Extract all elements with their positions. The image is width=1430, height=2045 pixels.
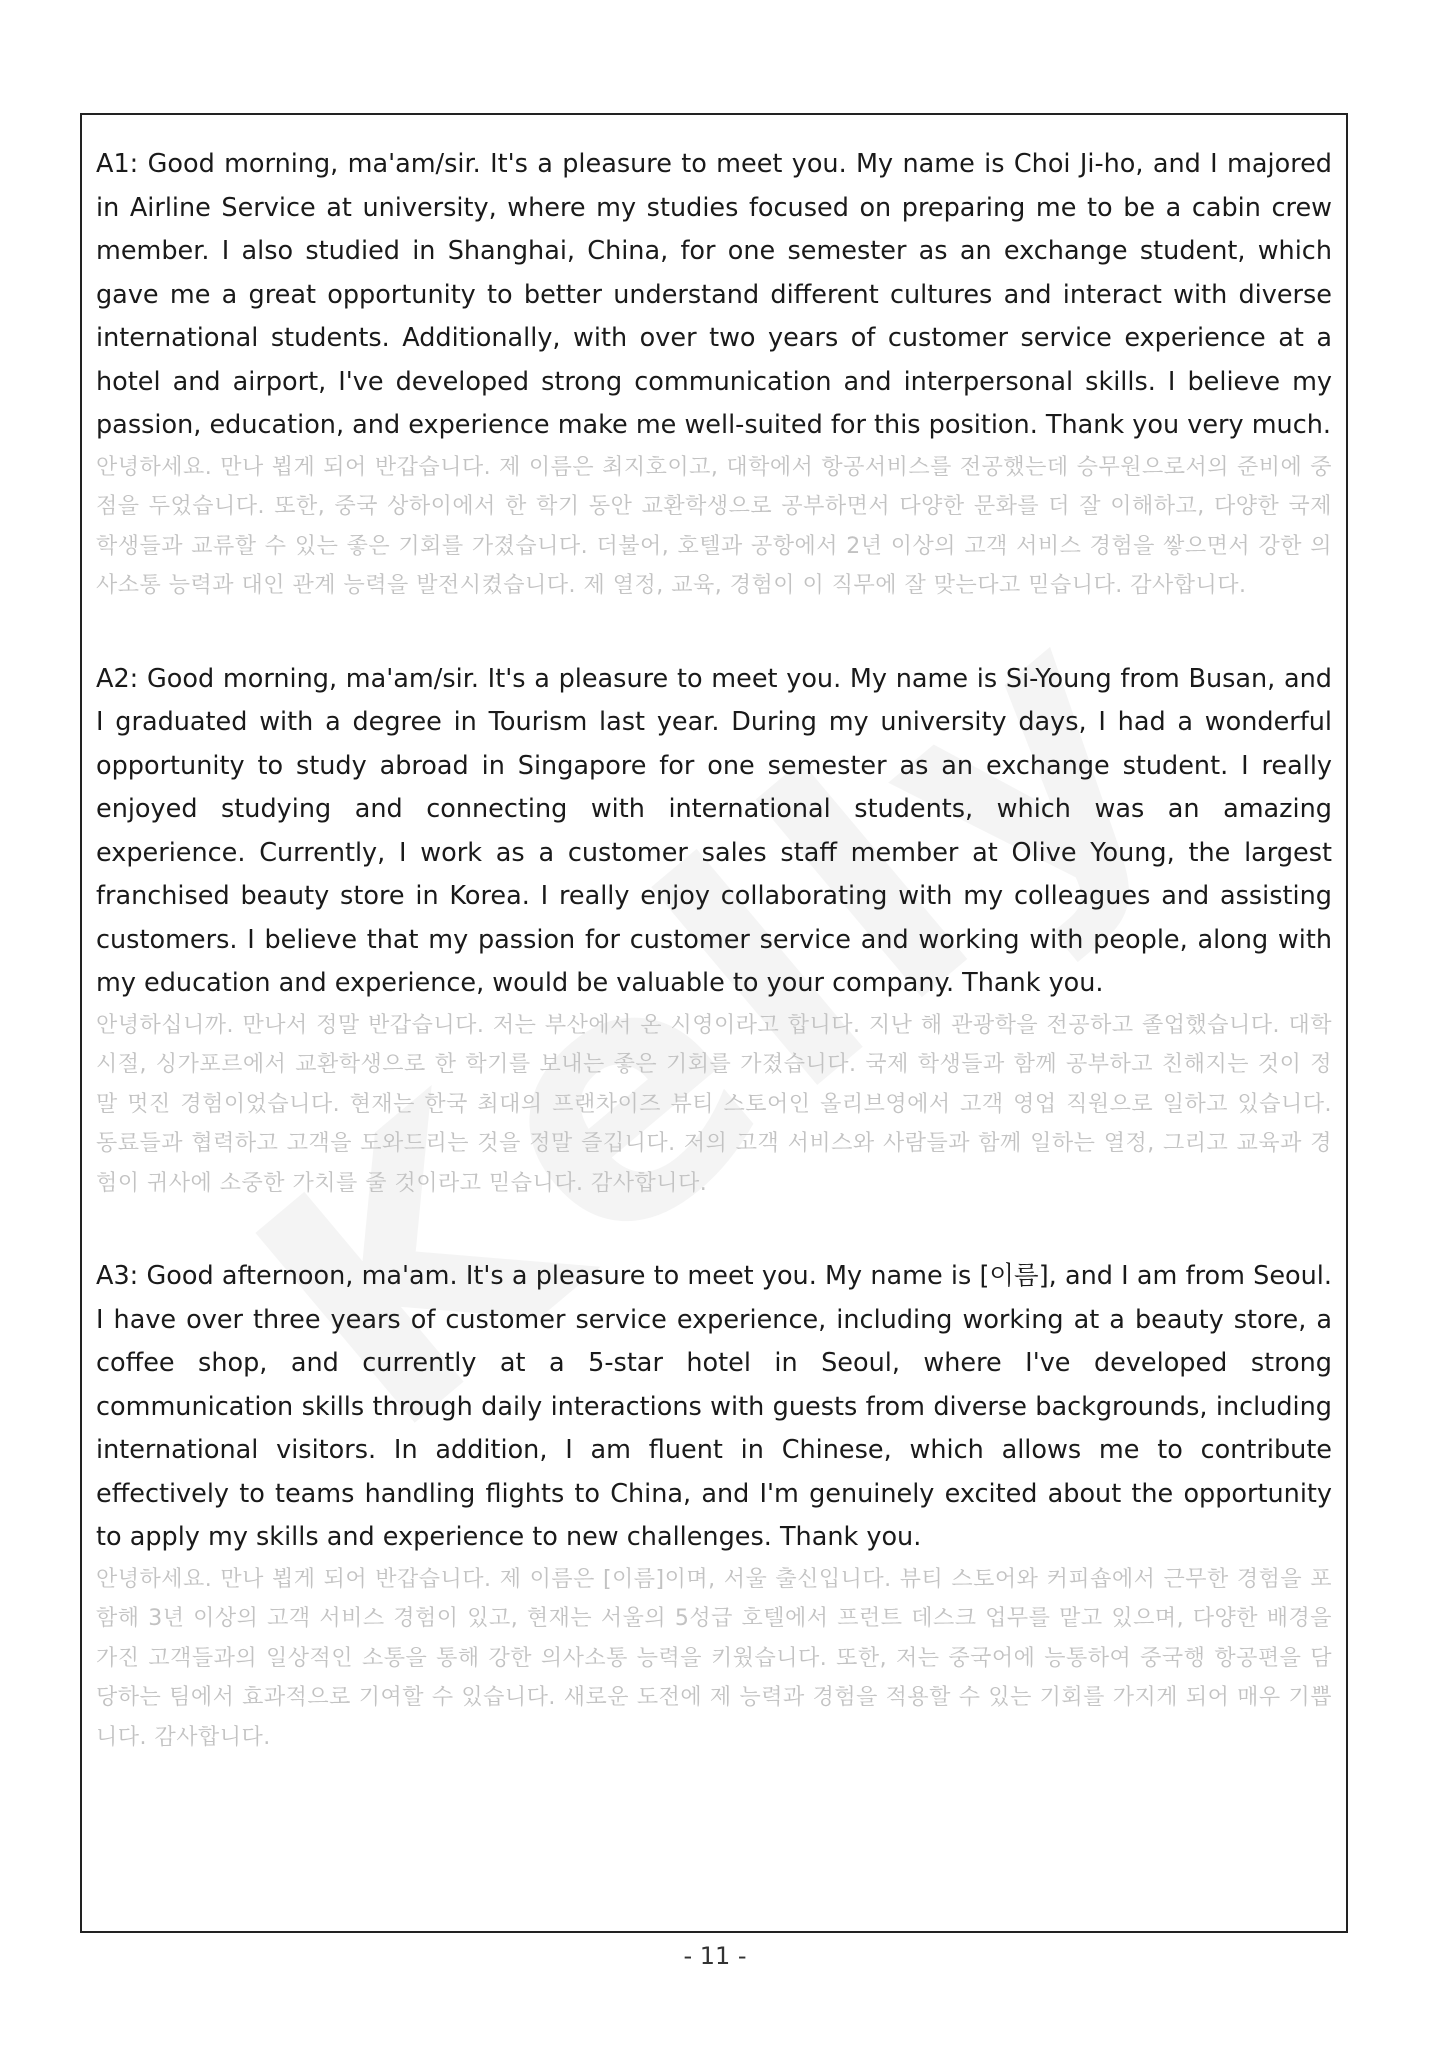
content-box [80,113,1348,1933]
page-number: - 11 - [683,1942,747,1970]
answer-korean-translation: 안녕하세요. 만나 뵙게 되어 반갑습니다. 제 이름은 [이름]이며, 서울 출신입니다. 뷰티 스토어와 커피숍에서 근무한 경험을 포함해 3년 이상의 고객 서비스 경험이 있고, 현재는 서울의 5성급 호텔에서 프런트 데스크 업무를 맡고 있으며, 다양한 배경을 가진 고객들과의 일상적인 소통을 통해 강한 의사소통 능력을 키웠습니다. 또한, 저는 중국어에 능통하여 중국행 항공편을 담당하는 팀에서 효과적으로 기여할 수 있습니다. 새로운 도전에 제 능력과 경험을 적용할 수 있는 기회를 가지게 되어 매우 기쁩니다. 감사합니다. [96,1566,1332,1750]
answer-english-text: A1: Good morning, ma'am/sir. It's a pleasure to meet you. My name is Choi Ji-ho, and I majored in Airline Service at university, where my studies focused on preparing me to be a cabin crew member. I also studied in Shanghai, China, for one semester as an exchange student, which gave me a great opportunity to better understand different cultures and interact with diverse international students. Additionally, with over two years of customer service experience at a hotel and airport, I've developed strong communication and interpersonal skills. I believe my passion, education, and experience make me well-suited for this position. Thank you very much. [96,149,1332,440]
answer-a3 [96,1255,1332,1757]
answer-korean-translation: 안녕하십니까. 만나서 정말 반갑습니다. 저는 부산에서 온 시영이라고 합니다. 지난 해 관광학을 전공하고 졸업했습니다. 대학 시절, 싱가포르에서 교환학생으로 한 학기를 보내는 좋은 기회를 가졌습니다. 국제 학생들과 함께 공부하고 친해지는 것이 정말 멋진 경험이었습니다. 현재는 한국 최대의 프랜차이즈 뷰티 스토어인 올리브영에서 고객 영업 직원으로 일하고 있습니다. 동료들과 협력하고 고객을 도와드리는 것을 정말 즐깁니다. 저의 고객 서비스와 사람들과 함께 일하는 열정, 그리고 교육과 경험이 귀사에 소중한 가치를 줄 것이라고 믿습니다. 감사합니다. [96,1012,1332,1196]
answer-english-text: A3: Good afternoon, ma'am. It's a pleasure to meet you. My name is [이름], and I am from Seoul. I have over three years of customer service experience, including working at a beauty store, a coffee shop, and currently at a 5-star hotel in Seoul, where I've developed strong communication skills through daily interactions with guests from diverse backgrounds, including international visitors. In addition, I am fluent in Chinese, which allows me to contribute effectively to teams handling flights to China, and I'm genuinely excited about the opportunity to apply my skills and experience to new challenges. Thank you. [96,1261,1332,1552]
answer-a1 [96,143,1332,606]
answer-english-text: A2: Good morning, ma'am/sir. It's a pleasure to meet you. My name is Si-Young from Busan, and I graduated with a degree in Tourism last year. During my university days, I had a wonderful opportunity to study abroad in Singapore for one semester as an exchange student. I really enjoyed studying and connecting with international students, which was an amazing experience. Currently, I work as a customer sales staff member at Olive Young, the largest franchised beauty store in Korea. I really enjoy collaborating with my colleagues and assisting customers. I believe that my passion for customer service and working with people, along with my education and experience, would be valuable to your company. Thank you. [96,663,1332,998]
answer-a2 [96,658,1332,1204]
answer-korean-translation: 안녕하세요. 만나 뵙게 되어 반갑습니다. 제 이름은 최지호이고, 대학에서 항공서비스를 전공했는데 승무원으로서의 준비에 중점을 두었습니다. 또한, 중국 상하이에서 한 학기 동안 교환학생으로 공부하면서 다양한 문화를 더 잘 이해하고, 다양한 국제 학생들과 교류할 수 있는 좋은 기회를 가졌습니다. 더불어, 호텔과 공항에서 2년 이상의 고객 서비스 경험을 쌓으면서 강한 의사소통 능력과 대인 관계 능력을 발전시켰습니다. 제 열정, 교육, 경험이 이 직무에 잘 맞는다고 믿습니다. 감사합니다. [96,454,1332,598]
